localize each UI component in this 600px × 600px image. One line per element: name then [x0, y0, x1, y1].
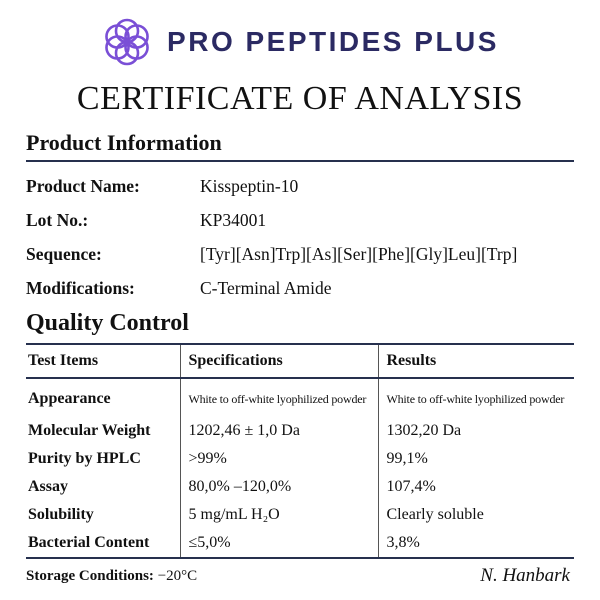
lot-number-label: Lot No.: [26, 210, 89, 230]
modifications-value: C-Terminal Amide [200, 278, 332, 298]
product-name-value: Kisspeptin-10 [200, 176, 299, 196]
result-cell: Clearly soluble [378, 501, 574, 529]
column-header-results: Results [378, 344, 574, 378]
modifications-row [26, 278, 586, 306]
column-header-test-items: Test Items [26, 344, 180, 378]
specification-cell: ≤5,0% [180, 529, 378, 557]
test-item-cell: Molecular Weight [28, 422, 151, 439]
column-header-specifications: Specifications [180, 344, 378, 378]
table-row [26, 501, 574, 529]
sequence-row [26, 244, 586, 272]
product-information-heading: Product Information [26, 130, 222, 155]
quality-control-heading: Quality Control [26, 310, 189, 336]
storage-label: Storage Conditions: [26, 568, 154, 584]
test-item-cell: Assay [28, 478, 69, 495]
specification-cell: White to off-white lyophilized powder [180, 378, 378, 417]
result-cell: 107,4% [378, 473, 574, 501]
test-item-cell: Bacterial Content [28, 534, 150, 551]
specification-cell: >99% [180, 445, 378, 473]
product-name-label: Product Name: [26, 176, 140, 196]
sequence-value: [Tyr][Asn]Trp][As][Ser][Phe][Gly]Leu][Trp] [200, 244, 518, 264]
result-cell: 1302,20 Da [378, 417, 574, 445]
document-title: CERTIFICATE OF ANALYSIS [76, 80, 524, 117]
sequence-label: Sequence: [26, 244, 102, 264]
table-row [26, 417, 574, 445]
signature: N. Hanbark [480, 565, 570, 586]
table-row [26, 445, 574, 473]
test-item-cell: Purity by HPLC [28, 450, 141, 467]
table-row [26, 473, 574, 501]
section-divider [26, 160, 574, 162]
storage-conditions [26, 568, 197, 585]
brand-header [0, 14, 600, 70]
specification-cell: 80,0% –120,0% [180, 473, 378, 501]
lot-number-row [26, 210, 586, 238]
flower-of-life-icon [101, 16, 153, 68]
table-bottom-rule [26, 557, 574, 559]
table-header-row [26, 344, 574, 378]
specification-cell: 1202,46 ± 1,0 Da [180, 417, 378, 445]
table-row [26, 529, 574, 557]
test-item-cell: Appearance [28, 390, 111, 407]
brand-name: PRO PEPTIDES PLUS [167, 26, 499, 57]
modifications-label: Modifications: [26, 278, 135, 298]
result-cell: White to off-white lyophilized powder [378, 378, 574, 417]
result-cell: 99,1% [378, 445, 574, 473]
table-row [26, 378, 574, 417]
test-item-cell: Solubility [28, 506, 94, 523]
product-name-row [26, 176, 586, 204]
result-cell: 3,8% [378, 529, 574, 557]
lot-number-value: KP34001 [200, 210, 267, 230]
specification-cell: 5 mg/mL H₂O [180, 501, 378, 529]
storage-value: −20°C [157, 568, 198, 584]
quality-control-table [26, 343, 574, 557]
